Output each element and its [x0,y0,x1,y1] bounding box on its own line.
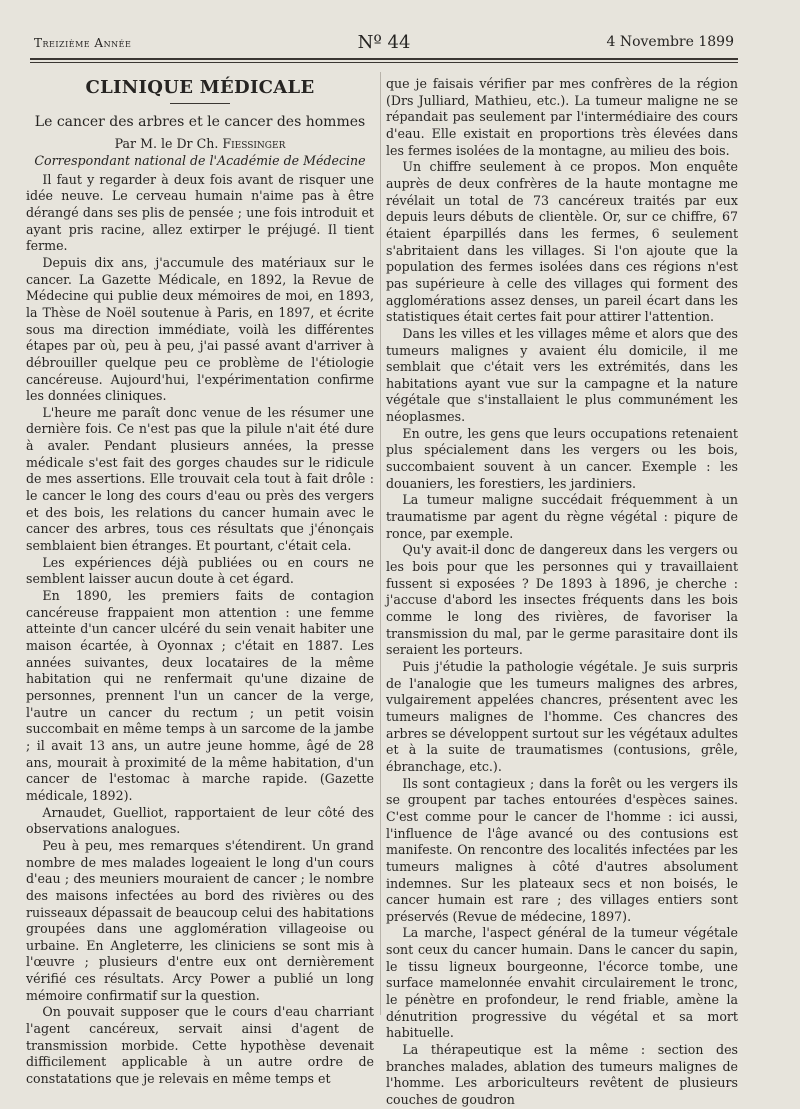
right-column [386,76,738,1108]
paragraph: En outre, les gens que leurs occupations retenaient plus spécialement dans les vergers ou les bois, succombaient souvent à un cancer. Exemple : les douaniers, les forestiers, les jardiniers. [386,425,738,491]
section-divider [170,103,230,104]
paragraph: Arnaudet, Guelliot, rapportaient de leur côté des observations analogues. [26,804,374,837]
author-name: Fiessinger [222,136,286,152]
paragraph: L'heure me paraît donc venue de les résumer une dernière fois. Ce n'est pas que la pilule n'ait été dure à avaler. Pendant plusieurs années, la presse médicale s'est fait des gorges chaudes sur le ridicule de mes assertions. Elle trouvait cela tout à fait drôle : le cancer le long des cours d'eau ou près des vergers et des bois, les relations du cancer humain avec le cancer des arbres, tous ces résultats que j'énonçais semblaient bien étranges. Et pourtant, c'était cela. [26,404,374,554]
header-rule-thin [30,62,738,63]
byline [26,136,374,153]
paragraph: La tumeur maligne succédait fréquemment à un traumatisme par agent du règne végétal : piqure de ronce, par exemple. [386,492,738,541]
paragraph: Il faut y regarder à deux fois avant de risquer une idée neuve. Le cerveau humain n'aime pas à être dérangé dans ses plis de pensée ; une fois introduit et ayant pris racine, allez extirper le préjugé. Il tient ferme. [26,171,374,254]
paragraph: Depuis dix ans, j'accumule des matériaux sur le cancer. La Gazette Médicale, en 1892, la Revue de Médecine qui publie deux mémoires de moi, en 1893, la Thèse de Noël soutenue à Paris, en 1897, et écrite sous ma direction immédiate, voilà les différentes étapes par où, peu à peu, j'ai passé avant d'arriver à débrouiller quelque peu ce problème de l'étiologie cancéreuse. Aujourd'hui, l'expérimentation confirme les données cliniques. [26,254,374,404]
paragraph: On pouvait supposer que le cours d'eau charriant l'agent cancéreux, servait ainsi d'agent de transmission morbide. Cette hypothèse devenait difficilement applicable à un autre ordre de constatations que je relevais en même temps et [26,1004,374,1087]
paragraph: Puis j'étudie la pathologie végétale. Je suis surpris de l'analogie que les tumeurs malignes des arbres, vulgairement appelées chancres, présentent avec les tumeurs malignes de l'homme. Ces chancres des arbres se développent surtout sur les végétaux adultes et à la suite de traumatismes (contusions, grêle, ébranchage, etc.). [386,658,738,774]
left-column [26,74,374,1087]
paragraph: En 1890, les premiers faits de contagion cancéreuse frappaient mon attention : une femme atteinte d'un cancer ulcéré du sein venait habiter une maison écartée, à Oyonnax ; c'était en 1887. Les années suivantes, deux locataires de la même habitation qui ne renfermait qu'une dizaine de personnes, prennent l'un un cancer de la verge, l'autre un cancer du rectum ; un petit voisin succombait en même temps à un sarcome de la jambe ; il avait 13 ans, un autre jeune homme, âgé de 28 ans, mourait à proximité de la même habitation, d'un cancer de l'estomac à marche rapide. (Gazette médicale, 1892). [26,588,374,803]
issue-number: Nº 44 [357,32,411,53]
paragraph: Les expériences déjà publiées ou en cours ne semblent laisser aucun doute à cet égard. [26,554,374,587]
header-rule-thick [30,58,738,60]
paragraph: Peu à peu, mes remarques s'étendirent. Un grand nombre de mes malades logeaient le long d'un cours d'eau ; des meuniers mouraient de cancer ; le nombre des maisons infectées au bord des rivières ou des ruisseaux dépassait de beaucoup celui des habitations groupées dans une agglomération villageoise ou urbaine. En Angleterre, les cliniciens se sont mis à l'œuvre ; plusieurs d'entre eux ont dernièrement vérifié ces résultats. Arcy Power a publié un long mémoire confirmatif sur la question. [26,837,374,1003]
paragraph: Ils sont contagieux ; dans la forêt ou les vergers ils se groupent par taches entourées d'espèces saines. C'est comme pour le cancer de l'homme : ici aussi, l'influence de l'âge avancé ou des contusions est manifeste. On rencontre des localités infectées par les tumeurs malignes à côté d'autres absolument indemnes. Sur les plateaux secs et non boisés, le cancer humain est rare ; des villages entiers sont préservés (Revue de médecine, 1897). [386,775,738,924]
issue-date: 4 Novembre 1899 [606,34,734,50]
page-header [34,30,734,56]
paragraph: que je faisais vérifier par mes confrères de la région (Drs Julliard, Mathieu, etc.). La tumeur maligne ne se répandait pas seulement par l'intermédiaire des cours d'eau. Elle existait en proportions très élevées dans les fermes isolées de la montagne, au milieu des bois. [386,76,738,158]
paragraph: Qu'y avait-il donc de dangereux dans les vergers ou les bois pour que les personnes qui y travaillaient fussent si exposées ? De 1893 à 1896, je cherche : j'accuse d'abord les insectes fréquents dans les bois comme le long des rivières, de favoriser la transmission du mal, par le germe parasitaire dont ils seraient les porteurs. [386,542,738,658]
author-affiliation: Correspondant national de l'Académie de Médecine [34,152,366,168]
volume-label: Treizième Année [34,36,132,50]
column-gutter [380,72,381,1015]
paragraph: La marche, l'aspect général de la tumeur végétale sont ceux du cancer humain. Dans le cancer du sapin, le tissu ligneux bourgeonne, l'écorce tombe, une surface mamelonnée envahit circulairement le tronc, le pénètre en profondeur, le rend friable, amène la dénutrition progressive du végétal et sa mort habituelle. [386,925,738,1041]
paragraph: Dans les villes et les villages même et alors que des tumeurs malignes y avaient élu domicile, il me semblait que c'était vers les extrémités, dans les habitations ayant vue sur la campagne et la nature végétale que s'installaient le plus communément les néoplasmes. [386,325,738,425]
paragraph: La thérapeutique est la même : section des branches malades, ablation des tumeurs malignes de l'homme. Les arboriculteurs revêtent de plusieurs couches de goudron [386,1042,738,1108]
byline-prefix: Par M. le Dr Ch. [114,136,219,152]
article-title: Le cancer des arbres et le cancer des hommes [34,113,366,130]
paragraph: Un chiffre seulement à ce propos. Mon enquête auprès de deux confrères de la haute montagne me révélait un total de 73 cancéreux traités par eux depuis leurs débuts de clientèle. Or, sur ce chiffre, 67 étaient éparpillés dans les fermes, 6 seulement s'abritaient dans les villages. Si l'on ajoute que la population des fermes isolées dans ces régions n'est pas supérieure à celle des villages qui forment des agglomérations assez denses, un pareil écart dans les statistiques était certes fait pour attirer l'attention. [386,159,738,325]
section-title: CLINIQUE MÉDICALE [85,77,315,98]
